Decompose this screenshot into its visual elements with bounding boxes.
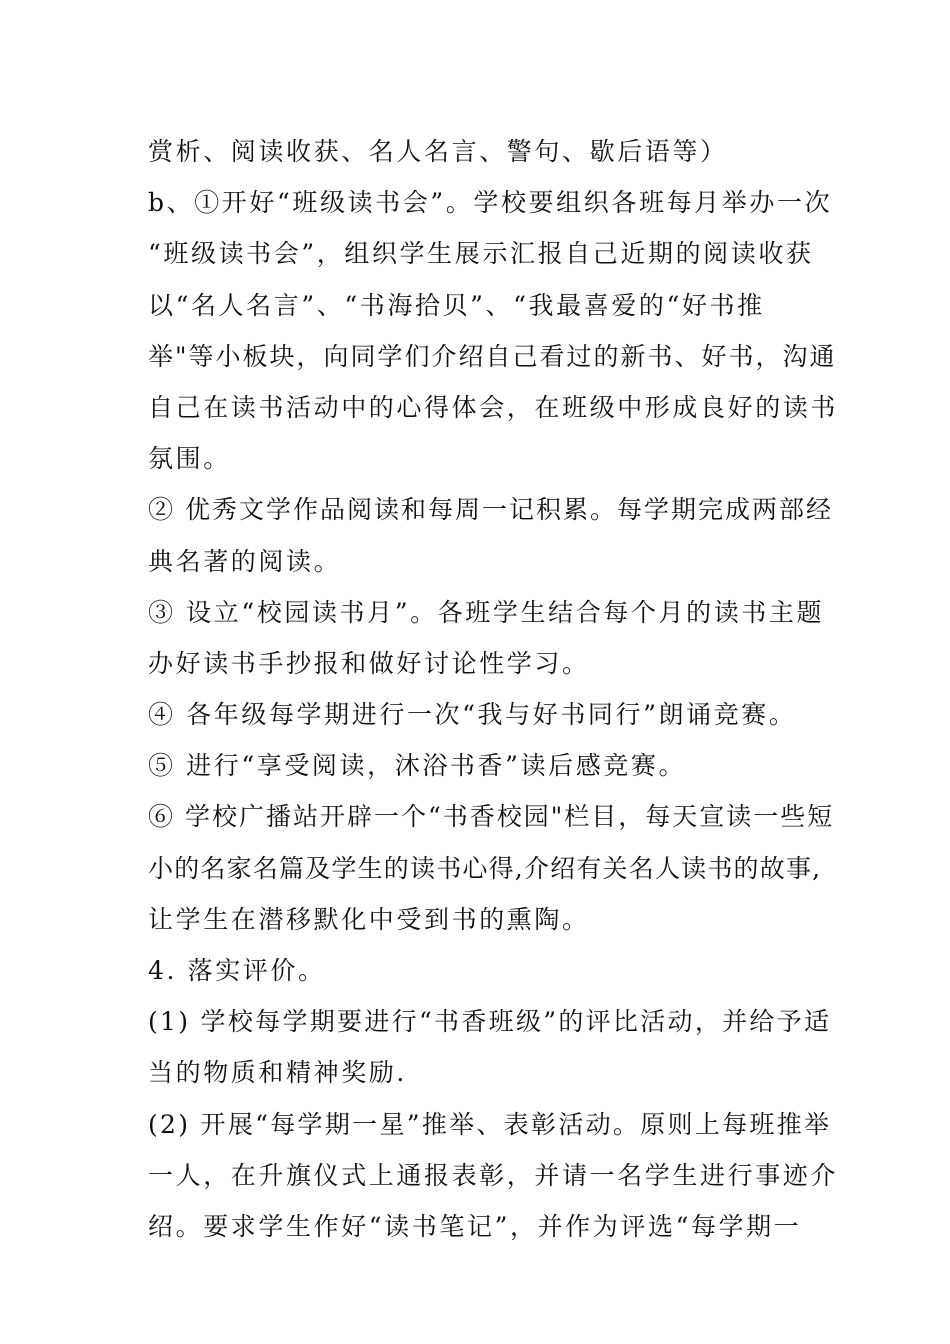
text-line: 以“名人名言”、“书海拾贝”、“我最喜爱的“好书推 [148,290,765,320]
text-line: 赏析、阅读收获、名人名言、警句、歇后语等） [148,137,728,166]
text-line: 绍。要求学生作好“读书笔记”，并作为评选“每学期一 [148,1211,802,1241]
text-line: 氛围。 [148,444,231,474]
text-line: “班级读书会”，组织学生展示汇报自己近期的阅读收获 [148,239,814,269]
document-body [148,126,839,1252]
text-line: (2) 开展“每学期一星”推举、表彰活动。原则上每班推举 [148,1109,832,1139]
text-line: 小的名家名篇及学生的读书心得,介绍有关名人读书的故事, [148,853,822,883]
text-line: 典名著的阅读。 [148,546,342,576]
text-line: 自己在读书活动中的心得体会，在班级中形成良好的读书 [148,392,839,422]
text-line: (1) 学校每学期要进行“书香班级”的评比活动，并给予适 [148,1007,832,1037]
text-line: ② 优秀文学作品阅读和每周一记积累。每学期完成两部经 [148,495,833,525]
text-line: ④ 各年级每学期进行一次“我与好书同行”朗诵竞赛。 [148,700,797,730]
text-line: 当的物质和精神奖励. [148,1058,407,1088]
text-line: ③ 设立“校园读书月”。各班学生结合每个月的读书主题 [148,597,825,627]
text-line: 办好读书手抄报和做好讨论性学习。 [148,648,590,678]
text-line: 一人，在升旗仪式上通报表彰，并请一名学生进行事迹介 [148,1160,839,1190]
text-line: ⑤ 进行“享受阅读，沐浴书香”读后感竞赛。 [148,751,687,781]
text-line: 举"等小板块，向同学们介绍自己看过的新书、好书，沟通 [148,341,837,371]
text-line: b、①开好“班级读书会”。学校要组织各班每月举办一次 [148,188,833,218]
section-heading: 4. 落实评价。 [148,956,326,985]
text-line: 让学生在潜移默化中受到书的熏陶。 [148,904,590,934]
text-line: ⑥ 学校广播站开辟一个“书香校园"栏目，每天宣读一些短 [148,802,835,832]
